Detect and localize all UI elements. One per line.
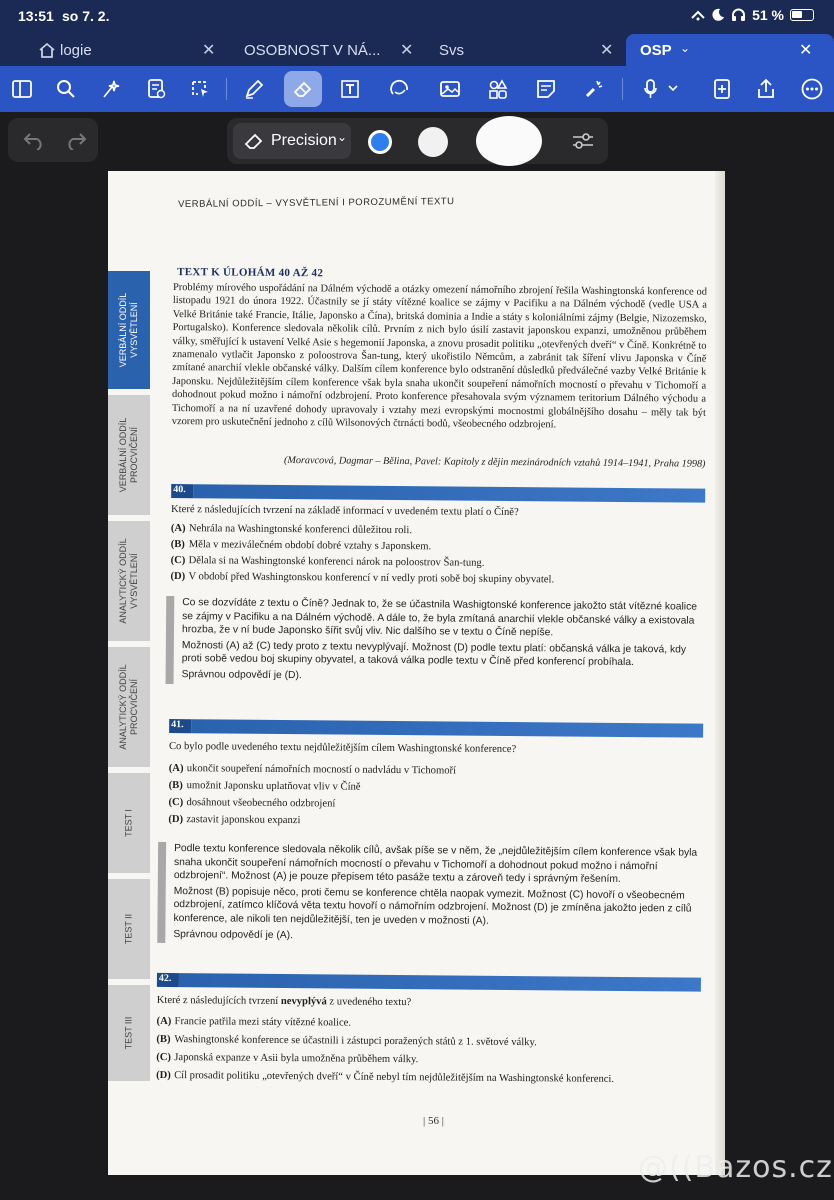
question-text-part: Které z následujících tvrzení — [156, 994, 281, 1007]
option — [171, 555, 485, 569]
question-number: 42. — [158, 972, 172, 985]
status-bar — [0, 0, 834, 32]
tab-label: logie — [60, 42, 92, 59]
share-icon[interactable] — [752, 75, 780, 103]
option-letter: (A) — [170, 523, 186, 535]
main-toolbar — [0, 66, 834, 112]
option-text: Nehrála na Washingtonské konferenci důležitou roli. — [188, 523, 413, 537]
eraser-size-large[interactable] — [476, 116, 542, 166]
undo-icon[interactable] — [22, 130, 46, 150]
option-text: ukončit soupeření námořních mocností o nadvládu v Tichomoří — [186, 763, 457, 777]
running-header: VERBÁLNÍ ODDÍL – VYSVĚTLENÍ I POROZUMĚNÍ TEXTU — [178, 196, 455, 210]
eraser-size-small-selected[interactable] — [368, 130, 392, 154]
option-letter: (B) — [168, 780, 183, 792]
side-tab-label: ANALYTICKÝ ODDÍL VYSVĚTLENÍ — [118, 538, 139, 624]
eraser-icon — [243, 131, 265, 151]
side-tab-test-1 — [108, 773, 150, 873]
explanation-answer: Správnou odpovědí je (D). — [181, 669, 302, 682]
eraser-icon[interactable] — [284, 71, 322, 107]
explanation-41 — [157, 842, 702, 948]
option-text: Cíl prosadit politiku „otevřených dveří“ v Číně nebyl tím nejdůležitějším na Washingtonské konferenci. — [174, 1070, 615, 1085]
option-letter: (B) — [156, 1033, 171, 1046]
option-letter: (A) — [168, 763, 184, 775]
question-text-part: z uvedeného textu? — [326, 996, 412, 1009]
eraser-size-medium[interactable] — [418, 127, 448, 157]
option — [156, 1052, 418, 1065]
precision-label: Precision — [271, 132, 337, 149]
toolbar-divider — [622, 78, 623, 100]
ai-sparkle-icon[interactable] — [98, 75, 126, 103]
question-42-text — [157, 995, 412, 1008]
explanation-paragraph: Možnost (B) popisuje něco, proti čemu se konference chtěla naopak vymezit. Možnost (C) hovoří o všeobecném odzbrojení, zatímco klíčová věta textu hovoří o námořním odzbrojení. Možnost (D) je zmíněna jakožto jeden z cílů konference, ale nikoli ten nejdůležitější, ten je uveden v možnosti (A). — [173, 885, 692, 927]
watermark — [638, 1150, 833, 1185]
explanation-paragraph: Možnosti (A) až (C) tedy proto z textu nevyplývají. Možnost (D) podle textu platí: občanská válka je taková, kdy proti sobě vedou boj skupiny obyvatel, a taková válka podle textu v Číně před konferencí probíhala. — [181, 639, 687, 669]
option-text: Washingtonské konference se účastnili i zástupci poražených států z 1. světové války. — [174, 1034, 537, 1049]
option-text: Francie patřila mezi státy vítězné koalice. — [174, 1016, 352, 1029]
option-text: Japonská expanze v Asii byla umožněna průběhem války. — [174, 1052, 419, 1066]
option — [169, 763, 456, 777]
tab-bar — [0, 32, 834, 66]
redo-icon[interactable] — [64, 130, 88, 150]
side-tab-label: ANALYTICKÝ ODDÍL PROCVIČENÍ — [118, 664, 139, 750]
option-text: Měla v meziválečném období dobré vztahy s Japonskem. — [188, 539, 432, 553]
explanation-answer: Správnou odpovědí je (A). — [173, 928, 294, 941]
option-letter: (C) — [168, 797, 184, 809]
option-text: V období před Washingtonskou konferencí v ní vedly proti sobě boj skupiny obyvatel. — [188, 571, 555, 586]
close-tab-icon[interactable]: ✕ — [400, 42, 414, 59]
option-text: zastavit japonskou expanzi — [186, 814, 301, 827]
option-text: umožnit Japonsku uplatňovat vliv v Číně — [186, 780, 361, 793]
option — [170, 571, 554, 585]
question-40-bar — [171, 484, 705, 503]
sliders-icon[interactable] — [571, 131, 595, 151]
sidebar-icon[interactable] — [8, 75, 36, 103]
side-tab-label: VERBÁLNÍ ODDÍL VYSVĚTLENÍ — [118, 292, 139, 368]
document-page[interactable] — [108, 171, 725, 1175]
option — [156, 1070, 614, 1085]
option — [169, 780, 361, 793]
side-tab-label: TEST I — [123, 809, 134, 837]
question-number: 41. — [171, 719, 184, 731]
option-letter: (C) — [156, 1051, 172, 1064]
battery-icon — [790, 9, 814, 21]
tab-label: OSP — [640, 42, 672, 59]
close-tab-icon[interactable]: ✕ — [202, 42, 216, 59]
watermark-text: Bazos.cz — [694, 1150, 833, 1185]
tab-label: OSOBNOST V NÁ... — [244, 42, 381, 59]
option-text: dosáhnout všeobecného odzbrojení — [186, 797, 336, 810]
side-tab-analytic-explanation — [108, 521, 150, 641]
add-page-icon[interactable] — [708, 75, 736, 103]
date: so 7. 2. — [62, 8, 110, 24]
question-41-bar — [169, 719, 703, 738]
side-tab-verbal-practice — [108, 395, 150, 515]
question-text-emphasis: nevyplývá — [280, 995, 327, 1008]
question-40-text: Které z následujících tvrzení na základě informací v uvedeném textu platí o Číně? — [170, 504, 519, 519]
option-text: Dělala si na Washingtonské konferenci nárok na poloostrov Šan-tung. — [188, 555, 485, 569]
side-tab-verbal-explanation — [108, 271, 150, 389]
at-logo-icon: @(( — [638, 1150, 695, 1185]
more-icon[interactable] — [798, 75, 826, 103]
option — [168, 814, 300, 826]
side-tab-label: TEST II — [123, 913, 134, 945]
side-tab-label: TEST III — [123, 1016, 134, 1050]
laser-pointer-icon[interactable] — [580, 75, 608, 103]
airplay-icon — [691, 9, 705, 21]
option — [168, 797, 335, 809]
document-check-icon[interactable] — [142, 75, 170, 103]
tab-3[interactable] — [425, 34, 625, 66]
question-41-text: Co bylo podle uvedeného textu nejdůležitějším cílem Washingtonské konference? — [168, 741, 517, 756]
clock: 13:51 — [18, 8, 54, 24]
tab-2[interactable] — [230, 34, 420, 66]
explanation-paragraph: Co se dozvídáte z textu o Číně? Jednak to, že se účastnila Washigtonské konference jakožto stát vítězné koalice se zájmy v Pacifiku a na Dálném východě. A dále to, že byla zmítaná anarchií vlekle občanské války a existovala hrozba, že v ní bude Japonsko šířit svůj vliv. Nic dalšího se v textu o Číně nepíše. — [181, 597, 698, 639]
text-box-icon[interactable] — [336, 75, 364, 103]
tab-4-active[interactable] — [626, 34, 834, 66]
eraser-settings-bar — [227, 118, 608, 164]
sticky-note-icon[interactable] — [532, 75, 560, 103]
lasso-icon[interactable] — [186, 75, 214, 103]
home-icon[interactable] — [38, 42, 56, 58]
option-letter: (A) — [156, 1015, 172, 1028]
option-letter: (D) — [156, 1069, 171, 1082]
side-tab-analytic-practice — [108, 647, 150, 767]
text-title: TEXT K ÚLOHÁM 40 AŽ 42 — [177, 266, 324, 280]
tab-1[interactable] — [14, 34, 224, 66]
question-42-bar — [157, 973, 701, 992]
image-icon[interactable] — [436, 75, 464, 103]
explanation-40 — [166, 596, 705, 688]
option-letter: (B) — [170, 539, 185, 551]
option-letter: (C) — [170, 555, 186, 567]
explanation-paragraph: Podle textu konference sledovala několik cílů, avšak píše se v něm, že „nejdůležitějším cílem konference však byla snaha ukončit soupeření námořních mocností o převahu v Tichomoří a dohodnout pokud možno i námořní odzbrojení“. Možnost (A) je pouze přepisem této pasáže textu a zároveň tedy i správným řešením. — [173, 843, 698, 886]
elements-icon[interactable] — [484, 75, 512, 103]
microphone-icon[interactable] — [638, 75, 688, 103]
option — [157, 1016, 352, 1029]
reading-passage: Problémy mírového uspořádání na Dálném východě a otázky omezení námořního zbrojení řešila Washingtonská konference od listopadu 1921 do února 1922. Účastnily se jí státy vítězné koalice se zájmy v Pacifiku a na Dálném východě (vedle USA a Velké Británie také Francie, Itálie, Japonsko a Čína), britská dominia a Indie a státy s koloniálními zájmy (Belgie, Nizozemsko, Portugalsko). Konference sledovala několik cílů. Prvním z nich bylo úsilí zastavit japonskou expanzi, umožněnou průběhem války, směřující k ustavení Velké Asie s hegemonií Japonska, a znovu prosadit politiku „otevřených dveří“ v Číně. Konkrétně to znamenalo vytlačit Japonsko z poloostrova Šan-tung, který ukořistilo Němcům, a zabránit tak šíření vlivu Japonska v Číně zmítané anarchií vlekle občanské války. Dalším cílem konference bylo odstranění důsledků předválečné vazby Velké Británie k Japonsku. Nejdůležitějším cílem konference však byla snaha ukončit soupeření námořních mocností o převahu v Tichomoří a dohodnout pokud možno i námořní odzbrojení. Proto konference přesahovala svým významem teritorium Dálného východu a Tichomoří a na ní uzavřené dohody upravovaly i vztahy mezi evropskými mocnostmi globálnějšího dosahu – měly tak být vzorem pro uskutečnění jednoho z cílů Wilsonových čtrnácti bodů, všeobecného odzbrojení. — [171, 282, 708, 431]
headphones-icon — [731, 8, 746, 22]
option — [171, 523, 412, 536]
undo-redo-group — [8, 118, 98, 162]
close-tab-icon[interactable]: ✕ — [799, 42, 813, 59]
page-number: | 56 | — [423, 1115, 444, 1127]
option-letter: (D) — [170, 571, 186, 583]
option — [156, 1034, 536, 1048]
status-icons — [691, 7, 814, 23]
precision-dropdown[interactable] — [233, 123, 351, 159]
shapes-icon[interactable] — [386, 75, 414, 103]
side-tab-test-2 — [108, 879, 150, 979]
toolbar-divider — [226, 78, 227, 100]
battery-percent: 51 % — [752, 7, 784, 23]
chevron-down-icon: ⌄ — [337, 130, 348, 144]
do-not-disturb-icon — [711, 8, 725, 22]
page-edge — [715, 171, 725, 1175]
side-tab-test-3 — [108, 985, 150, 1081]
pen-icon[interactable] — [240, 75, 268, 103]
close-tab-icon[interactable]: ✕ — [600, 42, 614, 59]
side-tab-label: VERBÁLNÍ ODDÍL PROCVIČENÍ — [118, 417, 139, 493]
chevron-down-icon[interactable]: ⌄ — [680, 41, 691, 55]
citation: (Moravcová, Dagmar – Bělina, Pavel: Kapitoly z dějin mezinárodních vztahů 1914–1941, Praha 1998) — [283, 455, 706, 470]
option-letter: (D) — [168, 814, 184, 826]
search-icon[interactable] — [52, 75, 80, 103]
question-number: 40. — [173, 484, 186, 496]
tab-label: Svs — [439, 42, 465, 59]
option — [171, 539, 432, 552]
